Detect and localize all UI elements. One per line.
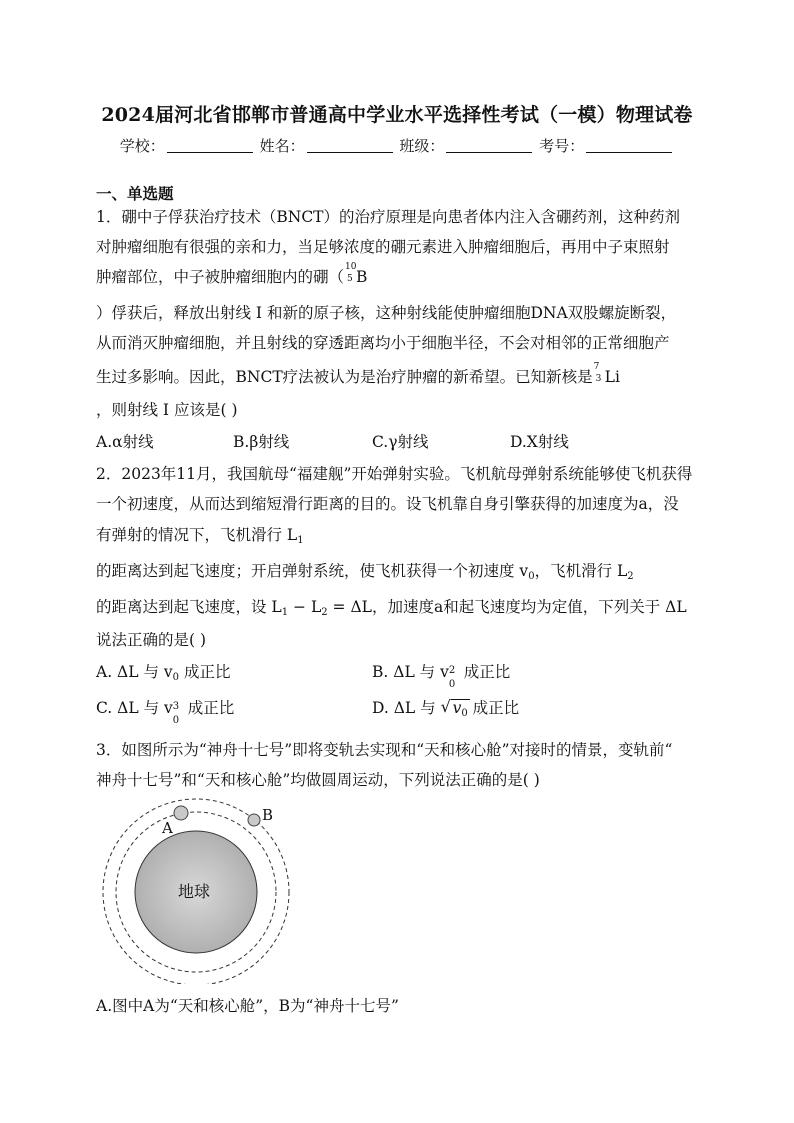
- section-heading: 一、单选题: [96, 184, 174, 203]
- earth-label: 地球: [178, 882, 211, 901]
- lithium-isotope: [593, 362, 605, 384]
- name-blank[interactable]: [307, 138, 393, 153]
- q2-l2-sub: 2: [321, 607, 328, 618]
- class-label: 班级：: [399, 137, 445, 155]
- q2-minus-l: − L: [288, 598, 322, 616]
- label-b: B: [262, 806, 274, 824]
- q1-option-b[interactable]: B.β射线: [233, 433, 290, 451]
- q2-option-a-post: 成正比: [179, 663, 231, 681]
- q2-option-b-text: B. ΔL 与 v: [372, 663, 449, 681]
- spacecraft-b: [248, 814, 260, 826]
- q1-line-5: 从而消灭肿瘤细胞，并且射线的穿透距离均小于细胞半径，不会对相邻的正常细胞产: [96, 334, 670, 352]
- q2-option-d-text: D. ΔL 与: [372, 699, 441, 717]
- orbit-diagram: [96, 798, 306, 984]
- q1-line-6-text: 生过多影响。因此，BNCT疗法被认为是治疗肿瘤的新希望。已知新核是: [96, 368, 593, 386]
- q2-option-c-text: C. ΔL 与 v: [96, 699, 173, 717]
- q2-line-3: [96, 523, 304, 546]
- q1-option-a[interactable]: A.α射线: [96, 433, 154, 451]
- q2-line-5-text: 的距离达到起飞速度，设 L: [96, 598, 282, 616]
- q2-line-6: 说法正确的是( ): [96, 631, 207, 649]
- q2-option-a-sub: 0: [172, 672, 180, 683]
- q2-option-c-post: 成正比: [182, 699, 235, 717]
- q2-option-d-radicand: v: [452, 699, 462, 717]
- q2-option-b-post: 成正比: [458, 663, 511, 681]
- q3-line-1: 3．如图所示为“神舟十七号”即将变轨去实现和“天和核心舱”对接时的情景，变轨前“: [96, 741, 673, 759]
- spacecraft-a: [174, 806, 188, 820]
- q2-option-a-text: A. ΔL 与 v: [96, 663, 173, 681]
- q1-line-7: ，则射线 I 应该是( ): [96, 401, 238, 419]
- q2-line-4-text: 的距离达到起飞速度；开启弹射系统，使飞机获得一个初速度 v: [96, 562, 529, 580]
- q1-option-c[interactable]: C.γ射线: [372, 433, 429, 451]
- number-blank[interactable]: [586, 138, 672, 153]
- boron-isotope: [344, 262, 357, 284]
- q2-option-d[interactable]: [372, 696, 519, 719]
- q2-line-1: 2．2023年11月，我国航母“福建舰”开始弹射实验。飞机航母弹射系统能够使飞机获得: [96, 465, 693, 483]
- q2-option-c-sub: 0: [172, 715, 180, 726]
- q1-line-6: [96, 362, 620, 387]
- q2-option-b[interactable]: [372, 660, 511, 690]
- name-label: 姓名：: [259, 137, 305, 155]
- q1-line-2: 对肿瘤细胞有很强的亲和力，当足够浓度的硼元素进入肿瘤细胞后，再用中子束照射: [96, 238, 670, 256]
- class-blank[interactable]: [446, 138, 532, 153]
- page-title: 2024届河北省邯郸市普通高中学业水平选择性考试（一模）物理试卷: [101, 104, 693, 126]
- q1-line-3-text: 肿瘤部位，中子被肿瘤细胞内的硼（: [96, 268, 345, 286]
- boron-atomic-number: 5: [347, 274, 353, 284]
- q2-v0-subscript: 0: [528, 571, 535, 582]
- q2-option-a[interactable]: [96, 660, 230, 683]
- q2-line-5-text-2: = ΔL，加速度a和起飞速度均为定值，下列关于 ΔL: [327, 598, 687, 616]
- q2-l2-subscript: 2: [627, 571, 634, 582]
- q2-option-b-sub: 0: [448, 679, 456, 690]
- boron-mass-number: 10: [345, 262, 357, 272]
- q2-line-4: [96, 559, 634, 582]
- lithium-mass-number: 7: [593, 362, 600, 372]
- q2-option-c-sup: 3: [172, 701, 180, 712]
- boron-symbol: B: [356, 268, 368, 286]
- number-label: 考号：: [539, 137, 585, 155]
- q2-option-c[interactable]: [96, 696, 235, 726]
- q2-line-5: [96, 595, 687, 618]
- school-blank[interactable]: [167, 138, 253, 153]
- q2-option-d-post: 成正比: [467, 699, 520, 717]
- q2-option-d-sub: 0: [461, 708, 468, 719]
- q2-l1-subscript: 1: [297, 535, 304, 546]
- q2-option-b-sup: 2: [448, 665, 456, 676]
- q2-line-3-text: 有弹射的情况下，飞机滑行 L: [96, 526, 298, 544]
- q2-line-2: 一个初速度，从而达到缩短滑行距离的目的。设飞机靠自身引擎获得的加速度为a，没: [96, 495, 679, 513]
- label-a: A: [162, 819, 173, 837]
- lithium-atomic-number: 3: [595, 374, 602, 384]
- q2-line-4-text-2: ，飞机滑行 L: [534, 562, 628, 580]
- q3-line-2: 神舟十七号”和“天和核心舱”均做圆周运动，下列说法正确的是( ): [96, 771, 540, 789]
- q2-l1-sub: 1: [281, 607, 289, 618]
- lithium-symbol: Li: [604, 368, 620, 386]
- q1-line-4: ）俘获后，释放出射线 I 和新的原子核，这种射线能使肿瘤细胞DNA双股螺旋断裂，: [96, 304, 677, 322]
- q3-option-a[interactable]: A.图中A为“天和核心舱”，B为“神舟十七号”: [96, 997, 399, 1015]
- q1-line-3: [96, 262, 368, 287]
- sqrt-sign: √ $v_0$: [440, 697, 468, 719]
- student-info-row: [0, 135, 794, 156]
- school-label: 学校：: [119, 137, 165, 155]
- q1-line-1: 1．硼中子俘获治疗技术（BNCT）的治疗原理是向患者体内注入含硼药剂，这种药剂: [96, 208, 681, 226]
- q1-option-d[interactable]: D.X射线: [510, 433, 569, 451]
